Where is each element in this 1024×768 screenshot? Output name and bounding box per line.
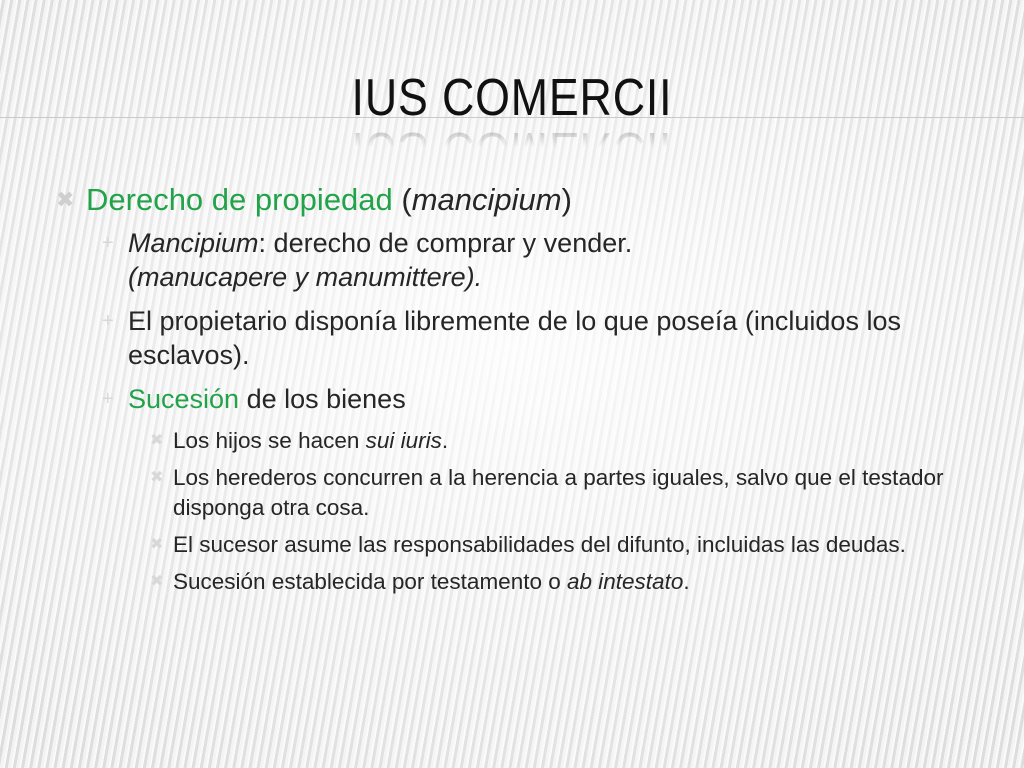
- x-mark-icon: ✖: [150, 573, 164, 590]
- slide-title: IUS COMERCII: [351, 69, 673, 127]
- bullet-italic: (manucapere y manumittere).: [128, 262, 483, 292]
- bullet-text: Sucesión establecida por testamento o: [173, 569, 567, 594]
- bullet-highlight: Sucesión: [128, 384, 240, 414]
- bullet-text: ): [561, 182, 572, 217]
- bullet-propietario: [44, 304, 1004, 372]
- x-mark-icon: ✖: [150, 432, 164, 449]
- bullet-herederos: [44, 463, 1004, 523]
- bullet-sucesor: [44, 530, 1004, 560]
- bullet-derecho-de-propiedad: [44, 180, 1004, 220]
- bullet-text: : derecho de comprar y vender.: [258, 228, 633, 258]
- plus-mark-icon: +: [102, 232, 114, 254]
- bullet-italic: Mancipium: [128, 228, 259, 258]
- bullet-text: Los herederos concurren a la herencia a partes iguales, salvo que el testador disponga otra cosa.: [173, 465, 944, 520]
- bullet-highlight: Derecho de propiedad: [86, 182, 393, 217]
- slide-body: [44, 180, 1004, 604]
- bullet-italic: sui iuris: [365, 428, 442, 453]
- bullet-text: (: [392, 182, 412, 217]
- bullet-text: .: [683, 569, 690, 594]
- bullet-mancipium: [44, 226, 1004, 294]
- bullet-text: .: [441, 428, 449, 453]
- bullet-text: El sucesor asume las responsabilidades del difunto, incluidas las deudas.: [173, 532, 906, 557]
- bullet-testamento: [44, 567, 1004, 597]
- bullet-text: de los bienes: [239, 384, 406, 414]
- bullet-italic: ab intestato: [567, 569, 684, 594]
- bullet-hijos: [44, 426, 1004, 456]
- x-mark-icon: ✖: [56, 187, 75, 212]
- x-mark-icon: ✖: [150, 536, 164, 553]
- x-mark-icon: ✖: [150, 469, 164, 486]
- bullet-sucesion: [44, 382, 1004, 416]
- plus-mark-icon: +: [102, 388, 114, 410]
- plus-mark-icon: +: [102, 310, 114, 332]
- bullet-text: Los hijos se hacen: [173, 428, 366, 453]
- bullet-italic: mancipium: [411, 182, 562, 217]
- bullet-text: El propietario disponía libremente de lo que poseía (incluidos los esclavos).: [128, 306, 901, 370]
